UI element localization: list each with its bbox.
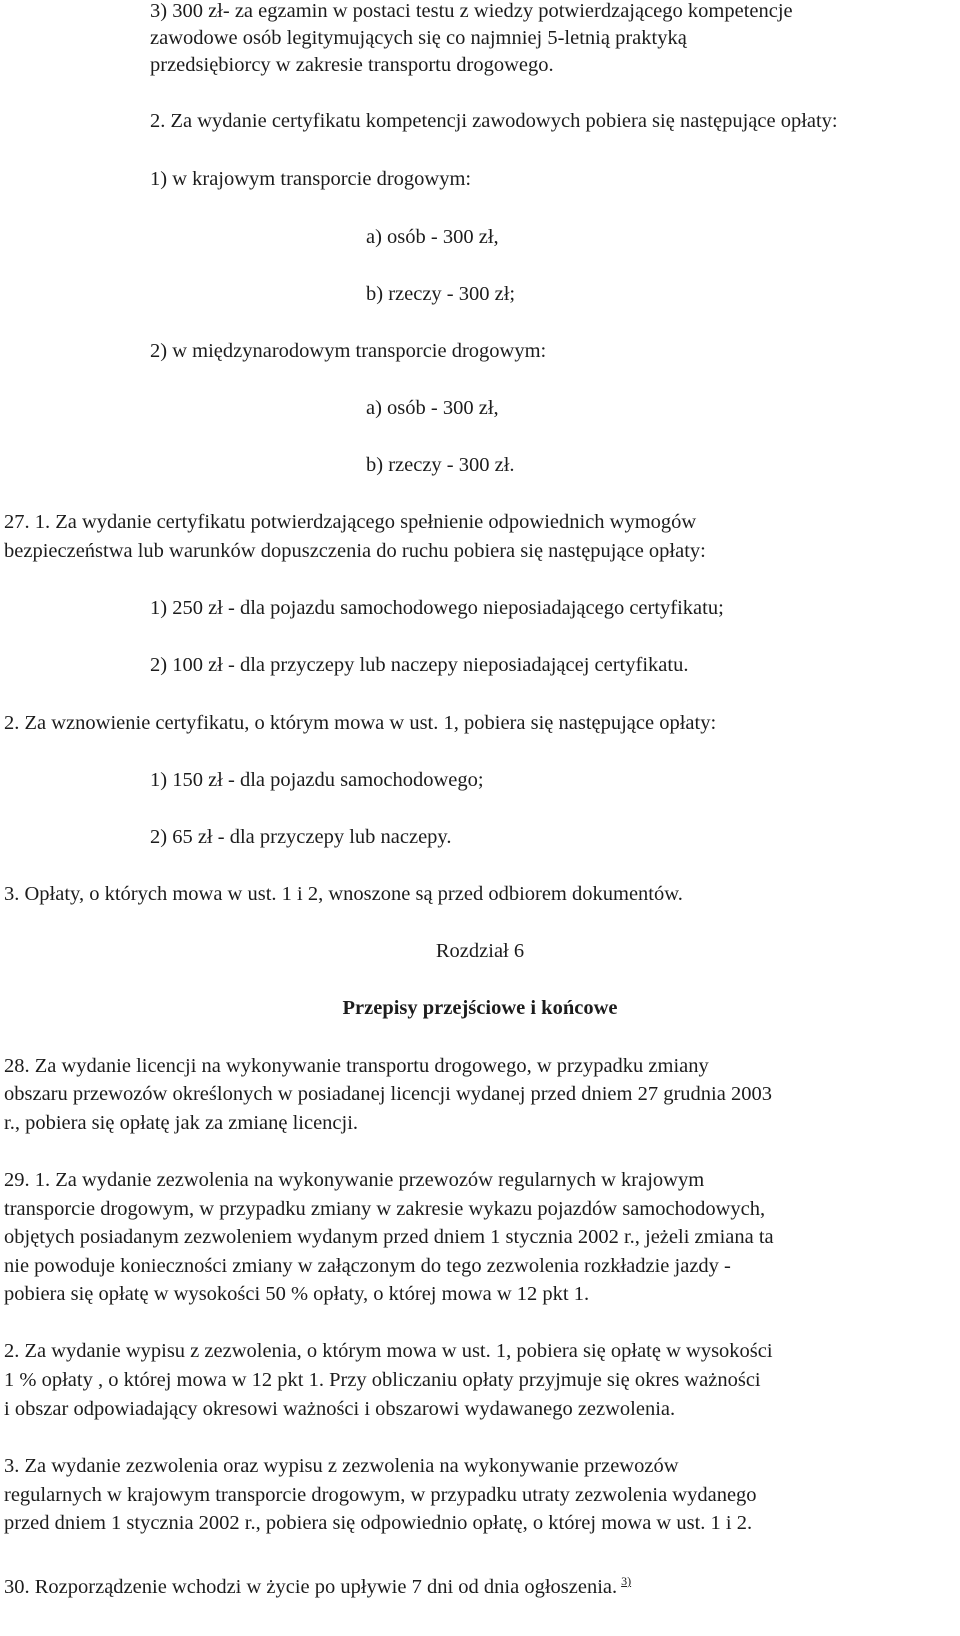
paragraph-27-2-item-1: 1) 150 zł - dla pojazdu samochodowego; [150, 769, 484, 791]
paragraph-27-2-item-2: 2) 65 zł - dla przyczepy lub naczepy. [150, 826, 452, 848]
section-2-international-a: a) osób - 300 zł, [366, 397, 499, 419]
paragraph-30-text: 30. Rozporządzenie wchodzi w życie po upływie 7 dni od dnia ogłoszenia. [4, 1575, 618, 1598]
paragraph-27-2: 2. Za wznowienie certyfikatu, o którym mowa w ust. 1, pobiera się następujące opłaty: [4, 712, 717, 734]
text-line: zawodowe osób legitymujących się co najmniej 5-letnią praktyką [150, 27, 687, 49]
text-line: transporcie drogowym, w przypadku zmiany w zakresie wykazu pojazdów samochodowych, [4, 1198, 766, 1220]
text-line: r., pobiera się opłatę jak za zmianę licencji. [4, 1112, 359, 1134]
section-2-international-b: b) rzeczy - 300 zł. [366, 454, 515, 476]
text-line: 3) 300 zł- za egzamin w postaci testu z wiedzy potwierdzającego kompetencje [150, 0, 793, 22]
paragraph-27-1-item-2: 2) 100 zł - dla przyczepy lub naczepy nieposiadającej certyfikatu. [150, 654, 689, 676]
text-line: nie powoduje konieczności zmiany w załączonym do tego zezwolenia rozkładzie jazdy - [4, 1255, 731, 1277]
paragraph-27-1-item-1: 1) 250 zł - dla pojazdu samochodowego nieposiadającego certyfikatu; [150, 597, 724, 619]
footnote-link[interactable]: 3) [621, 1574, 632, 1588]
text-line: objętych posiadanym zezwoleniem wydanym przed dniem 1 stycznia 2002 r., jeżeli zmiana ta [4, 1226, 774, 1248]
text-line: 1 % opłaty , o której mowa w 12 pkt 1. Przy obliczaniu opłaty przyjmuje się okres ważności [4, 1369, 761, 1391]
section-2-intro: 2. Za wydanie certyfikatu kompetencji zawodowych pobiera się następujące opłaty: [150, 110, 838, 132]
text-line: przed dniem 1 stycznia 2002 r., pobiera się odpowiednio opłatę, o której mowa w ust. 1 i 2. [4, 1512, 753, 1534]
section-2-domestic-a: a) osób - 300 zł, [366, 226, 499, 248]
text-line: przedsiębiorcy w zakresie transportu drogowego. [150, 54, 554, 76]
text-line: 29. 1. Za wydanie zezwolenia na wykonywanie przewozów regularnych w krajowym [4, 1169, 705, 1191]
text-line: 3. Za wydanie zezwolenia oraz wypisu z zezwolenia na wykonywanie przewozów [4, 1455, 679, 1477]
text-line: pobiera się opłatę w wysokości 50 % opłaty, o której mowa w 12 pkt 1. [4, 1283, 590, 1305]
text-line: i obszar odpowiadający okresowi ważności i obszarowi wydawanego zezwolenia. [4, 1398, 676, 1420]
chapter-title: Przepisy przejściowe i końcowe [342, 997, 618, 1019]
text-line: 27. 1. Za wydanie certyfikatu potwierdzającego spełnienie odpowiednich wymogów [4, 511, 697, 533]
text-line: regularnych w krajowym transporcie drogowym, w przypadku utraty zezwolenia wydanego [4, 1484, 757, 1506]
section-2-domestic: 1) w krajowym transporcie drogowym: [150, 168, 472, 190]
paragraph-27-3: 3. Opłaty, o których mowa w ust. 1 i 2, wnoszone są przed odbiorem dokumentów. [4, 883, 683, 905]
paragraph-30 [4, 1567, 631, 1601]
text-line: bezpieczeństwa lub warunków dopuszczenia do ruchu pobiera się następujące opłaty: [4, 540, 706, 562]
text-line: obszaru przewozów określonych w posiadanej licencji wydanej przed dniem 27 grudnia 2003 [4, 1083, 772, 1105]
text-line: 2. Za wydanie wypisu z zezwolenia, o którym mowa w ust. 1, pobiera się opłatę w wysokości [4, 1340, 773, 1362]
text-line: 28. Za wydanie licencji na wykonywanie transportu drogowego, w przypadku zmiany [4, 1055, 709, 1077]
section-2-international: 2) w międzynarodowym transporcie drogowym: [150, 340, 547, 362]
chapter-label: Rozdział 6 [435, 940, 525, 962]
section-2-domestic-b: b) rzeczy - 300 zł; [366, 283, 516, 305]
